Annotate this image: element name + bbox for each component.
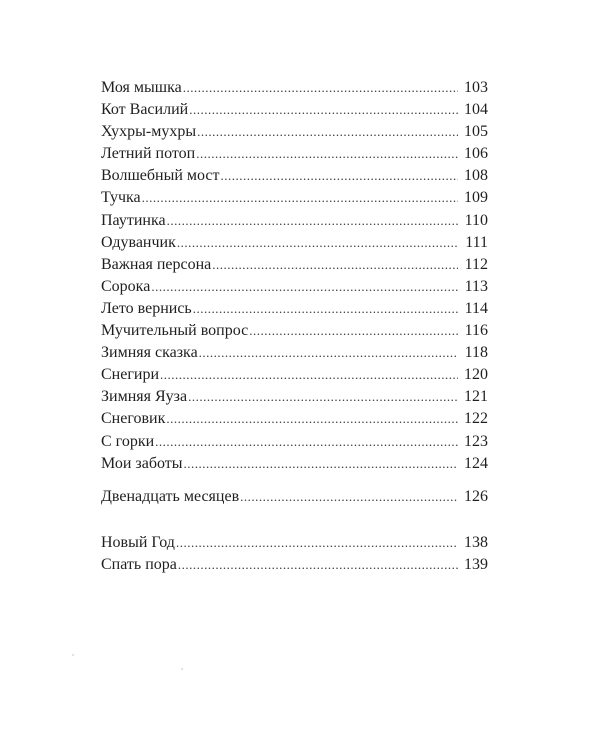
toc-entry xyxy=(101,453,488,475)
toc-entry-title: Новый Год xyxy=(101,534,175,551)
toc-entry-title: Лето вернись xyxy=(101,299,192,317)
toc-entry xyxy=(101,276,488,298)
toc-leader-dots xyxy=(155,431,458,453)
toc-leader-dots xyxy=(240,486,458,508)
toc-entry-page: 123 xyxy=(464,432,488,450)
toc-leader-dots xyxy=(177,232,458,254)
toc-entry xyxy=(101,320,488,342)
toc-leader-dots xyxy=(221,165,459,187)
toc-entry-title: Спать пора xyxy=(101,556,177,574)
toc-entry-page: 104 xyxy=(464,101,488,119)
toc-leader-dots xyxy=(197,121,458,143)
toc-leader-dots xyxy=(151,276,458,298)
toc-group-play xyxy=(101,486,488,508)
toc-entry-page: 120 xyxy=(464,366,488,384)
toc-entry-page: 105 xyxy=(464,123,488,141)
toc-entry xyxy=(101,532,488,554)
toc-entry-page: 126 xyxy=(464,488,488,505)
toc-leader-dots xyxy=(176,532,458,554)
toc-entry-page: 113 xyxy=(464,277,488,295)
toc-leader-dots xyxy=(196,143,458,165)
toc-entry-page: 114 xyxy=(464,299,488,317)
toc-leader-dots xyxy=(189,99,458,121)
toc-entry-title: Важная персона xyxy=(101,255,212,273)
toc-entry xyxy=(101,408,488,430)
toc-leader-dots xyxy=(178,554,458,576)
toc-entry-page: 138 xyxy=(464,534,488,551)
toc-entry xyxy=(101,342,488,364)
toc-entry-title: Моя мышка xyxy=(101,79,182,96)
toc-group-poems xyxy=(101,77,488,475)
toc-entry-title: Паутинка xyxy=(101,211,166,229)
toc-entry-title: Мучительный вопрос xyxy=(101,322,249,340)
toc-entry-title: Снегири xyxy=(101,366,160,384)
toc-entry-page: 118 xyxy=(464,344,488,362)
toc-entry-title: Хухры-мухры xyxy=(101,123,197,141)
toc-entry-page: 122 xyxy=(464,410,488,428)
toc-entry-page: 116 xyxy=(464,322,488,340)
toc-entry-title: Летний потоп xyxy=(101,145,196,163)
paper-speck xyxy=(72,654,74,656)
toc-leader-dots xyxy=(199,342,458,364)
toc-entry-title: Тучка xyxy=(101,189,141,207)
toc-entry xyxy=(101,232,488,254)
toc-entry-page: 112 xyxy=(464,255,488,273)
toc-leader-dots xyxy=(183,453,458,475)
toc-entry-page: 103 xyxy=(464,79,488,96)
toc-entry xyxy=(101,143,488,165)
toc-entry-page: 106 xyxy=(464,145,488,163)
toc-entry-title: Двенадцать месяцев xyxy=(101,488,240,505)
toc-entry xyxy=(101,486,488,508)
toc-entry-title: Зимняя сказка xyxy=(101,344,198,362)
toc-entry xyxy=(101,165,488,187)
toc-entry xyxy=(101,77,488,99)
toc-leader-dots xyxy=(167,210,458,232)
toc-group-final xyxy=(101,532,488,576)
toc-entry xyxy=(101,386,488,408)
toc-entry-title: Зимняя Яуза xyxy=(101,388,188,406)
toc-entry-page: 109 xyxy=(464,189,488,207)
toc-entry-title: Снеговик xyxy=(101,410,166,428)
toc-leader-dots xyxy=(166,408,458,430)
toc-entry-page: 124 xyxy=(464,454,488,472)
toc-entry-page: 110 xyxy=(464,211,488,229)
toc-entry xyxy=(101,364,488,386)
toc-leader-dots xyxy=(212,254,458,276)
toc-entry xyxy=(101,121,488,143)
toc-entry-page: 111 xyxy=(465,233,488,251)
toc-entry xyxy=(101,99,488,121)
toc-entry-title: Сорока xyxy=(101,277,151,295)
toc-leader-dots xyxy=(193,298,458,320)
toc-entry-title: Одуванчик xyxy=(101,233,176,251)
toc-entry-page: 121 xyxy=(464,388,488,406)
toc-entry xyxy=(101,298,488,320)
toc-entry-page: 108 xyxy=(464,167,488,185)
toc-entry-title: Мои заботы xyxy=(101,454,183,472)
paper-speck xyxy=(181,668,183,670)
toc-entry xyxy=(101,254,488,276)
toc-leader-dots xyxy=(183,77,458,99)
toc-entry xyxy=(101,554,488,576)
toc-leader-dots xyxy=(188,386,458,408)
toc-entry xyxy=(101,187,488,209)
toc-entry-page: 139 xyxy=(464,556,488,574)
toc-entry-title: Кот Василий xyxy=(101,101,189,119)
toc-leader-dots xyxy=(249,320,458,342)
toc-leader-dots xyxy=(160,364,458,386)
toc-entry xyxy=(101,431,488,453)
toc-entry xyxy=(101,210,488,232)
toc-leader-dots xyxy=(142,187,458,209)
toc-entry-title: Волшебный мост xyxy=(101,167,220,185)
toc-entry-title: С горки xyxy=(101,432,155,450)
